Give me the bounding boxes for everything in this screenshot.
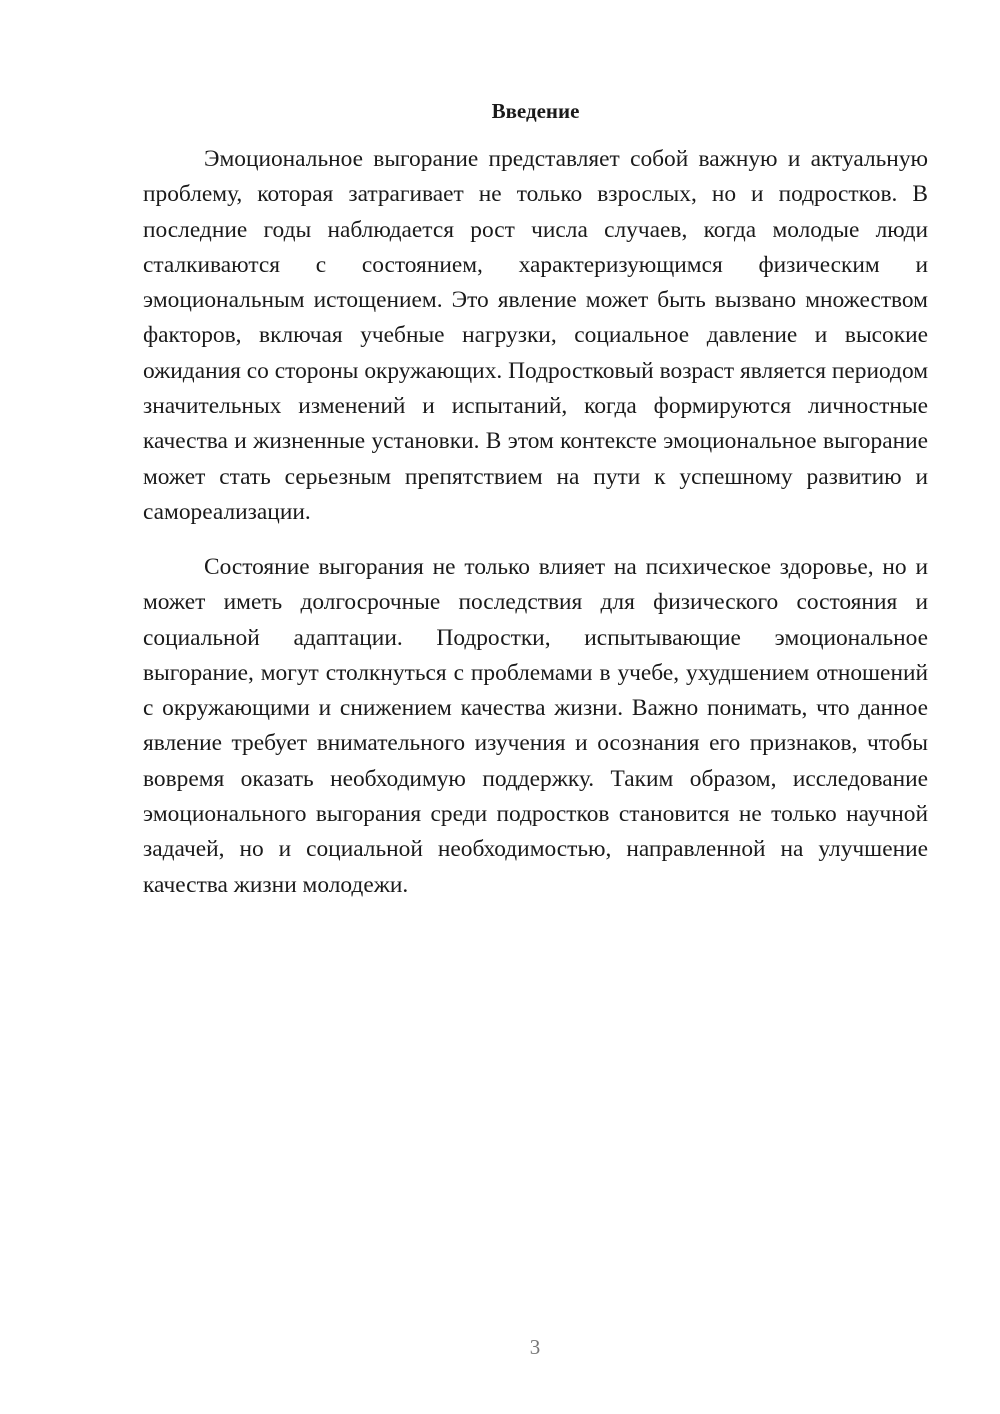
paragraph-1: Эмоциональное выгорание представляет собой важную и актуальную проблему, которая затрагивает не только взрослых, но и подростков. В последние годы наблюдается рост числа случаев, когда молодые люди сталкиваются с состоянием, характеризующимся физическим и эмоциональным истощением. Это явление может быть вызвано множеством факторов, включая учебные нагрузки, социальное давление и высокие ожидания со стороны окружающих. Подростковый возраст является периодом значительных изменений и испытаний, когда формируются личностные качества и жизненные установки. В этом контексте эмоциональное выгорание может стать серьезным препятствием на пути к успешному развитию и самореализации. <box>143 146 928 525</box>
page-number: 3 <box>529 1335 541 1359</box>
paragraph-2: Состояние выгорания не только влияет на психическое здоровье, но и может иметь долгосрочные последствия для физического состояния и социальной адаптации. Подростки, испытывающие эмоциональное выгорание, могут столкнуться с проблемами в учебе, ухудшением отношений с окружающими и снижением качества жизни. Важно понимать, что данное явление требует внимательного изучения и осознания его признаков, чтобы вовремя оказать необходимую поддержку. Таким образом, исследование эмоционального выгорания среди подростков становится не только научной задачей, но и социальной необходимостью, направленной на улучшение качества жизни молодежи. <box>143 554 928 898</box>
section-title: Введение <box>491 99 580 123</box>
